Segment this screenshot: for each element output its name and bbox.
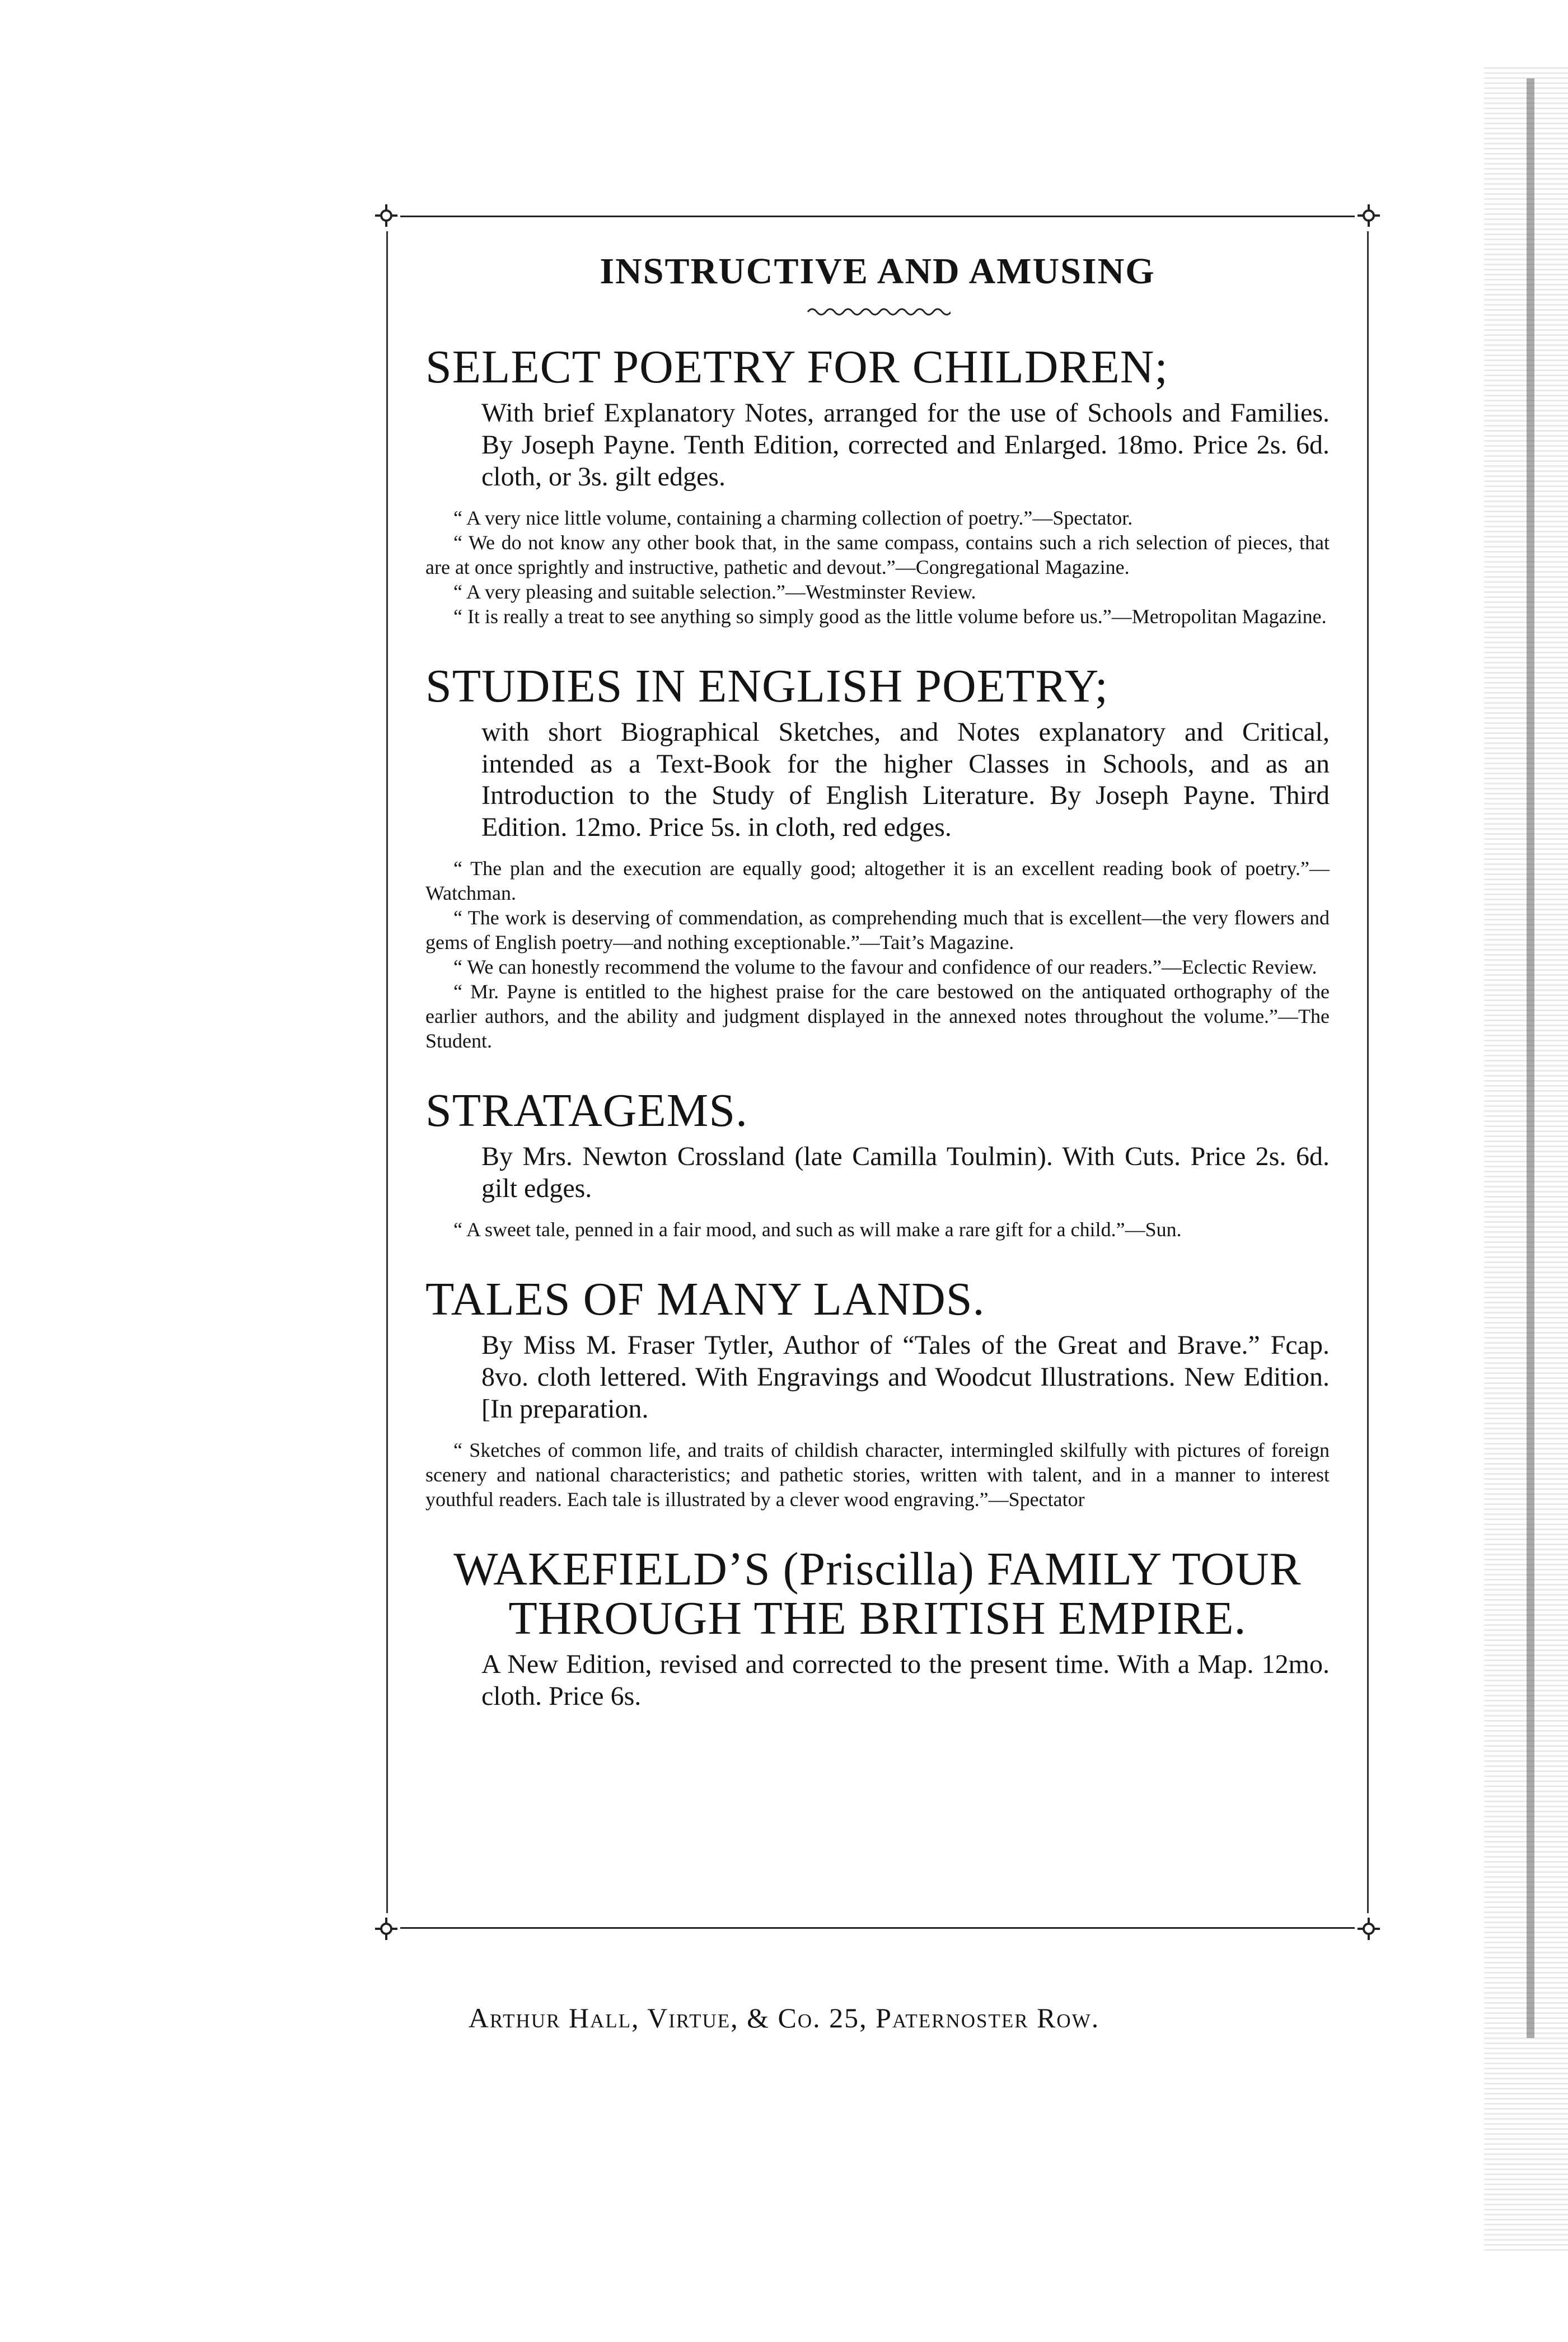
book-description: A New Edition, revised and corrected to the present time. With a Map. 12mo. cloth. Price 6s. <box>481 1649 1330 1711</box>
corner-ornament-icon <box>373 202 400 229</box>
top-rule <box>400 216 1355 217</box>
corner-ornament-icon <box>1355 1915 1382 1942</box>
book-description: By Miss M. Fraser Tytler, Author of “Tales of the Great and Brave.” Fcap. 8vo. cloth lettered. With Engravings and Woodcut Illustrations. New Edition. [In preparation. <box>481 1330 1330 1424</box>
review-list <box>425 857 1330 1053</box>
book-entry <box>425 343 1330 629</box>
corner-ornament-icon <box>1355 202 1382 229</box>
review-quote: “ A very nice little volume, containing a charming collection of poetry.”—Spectator. <box>453 507 1133 530</box>
book-description: with short Biographical Sketches, and Notes explanatory and Critical, intended as a Text-Book for the higher Classes in Schools, and as an Introduction to the Study of English Literature. By Joseph Payne. Third Edition. 12mo. Price 5s. in cloth, red edges. <box>481 717 1330 842</box>
review-quote: “ We can honestly recommend the volume to the favour and confidence of our readers.”—Eclectic Review. <box>453 956 1317 979</box>
left-rule <box>386 231 388 1913</box>
right-rule <box>1367 231 1369 1913</box>
review-quote: “ The work is deserving of commendation, as comprehending much that is excellent—the very flowers and gems of English poetry—and nothing exceptionable.”—Tait’s Magazine. <box>425 906 1330 954</box>
review-quote: “ We do not know any other book that, in the same compass, contains such a rich selection of pieces, that are at once sprightly and instructive, pathetic and devout.”—Congregational Magazine. <box>425 531 1330 579</box>
corner-ornament-icon <box>373 1915 400 1942</box>
review-quote: “ Mr. Payne is entitled to the highest praise for the care bestowed on the antiquated orthography of the earlier authors, and the ability and judgment displayed in the annexed notes throughout the volume.”—The Student. <box>425 980 1330 1052</box>
book-entry <box>425 1542 1330 1713</box>
book-title: SELECT POETRY FOR CHILDREN; <box>425 341 1168 394</box>
review-quote: “ A sweet tale, penned in a fair mood, and such as will make a rare gift for a child.”—Sun. <box>453 1218 1182 1241</box>
page-header: INSTRUCTIVE AND AMUSING <box>600 251 1155 292</box>
book-description: With brief Explanatory Notes, arranged for the use of Schools and Families. By Joseph Payne. Tenth Edition, corrected and Enlarged. 18mo. Price 2s. 6d. cloth, or 3s. gilt edges. <box>481 398 1330 492</box>
book-entry <box>425 1275 1330 1512</box>
page-edge-shadow <box>1484 67 1568 2251</box>
publisher-imprint: Arthur Hall, Virtue, & Co. 25, Paternoster Row. <box>468 2002 1100 2034</box>
review-list <box>425 1438 1330 1512</box>
bottom-rule <box>400 1927 1355 1929</box>
review-list <box>425 1218 1330 1242</box>
binding-edge <box>1527 78 1534 2038</box>
wavy-flourish-icon <box>805 303 951 320</box>
advertisement-content <box>425 249 1330 1712</box>
advertisement-frame <box>386 216 1369 1929</box>
review-quote: “ It is really a treat to see anything so simply good as the little volume before us.”—Metropolitan Magazine. <box>453 605 1327 628</box>
review-quote: “ The plan and the execution are equally good; altogether it is an excellent reading book of poetry.”—Watchman. <box>425 857 1330 905</box>
book-title: TALES OF MANY LANDS. <box>425 1273 985 1326</box>
book-title: STRATAGEMS. <box>425 1084 748 1137</box>
book-title: STUDIES IN ENGLISH POETRY; <box>425 660 1108 712</box>
review-quote: “ Sketches of common life, and traits of childish character, intermingled skilfully with pictures of foreign scenery and national characteristics; and pathetic stories, written with talent, and in a manner to interest youthful readers. Each tale is illustrated by a clever wood engraving.”—Spectator <box>425 1439 1330 1511</box>
review-list <box>425 506 1330 629</box>
review-quote: “ A very pleasing and suitable selection.”—Westminster Review. <box>453 580 976 603</box>
book-entry <box>425 662 1330 1054</box>
book-title: WAKEFIELD’S (Priscilla) FAMILY TOUR THROUGH THE BRITISH EMPIRE. <box>453 1542 1302 1645</box>
book-entry <box>425 1086 1330 1242</box>
book-description: By Mrs. Newton Crossland (late Camilla Toulmin). With Cuts. Price 2s. 6d. gilt edges. <box>481 1141 1330 1203</box>
